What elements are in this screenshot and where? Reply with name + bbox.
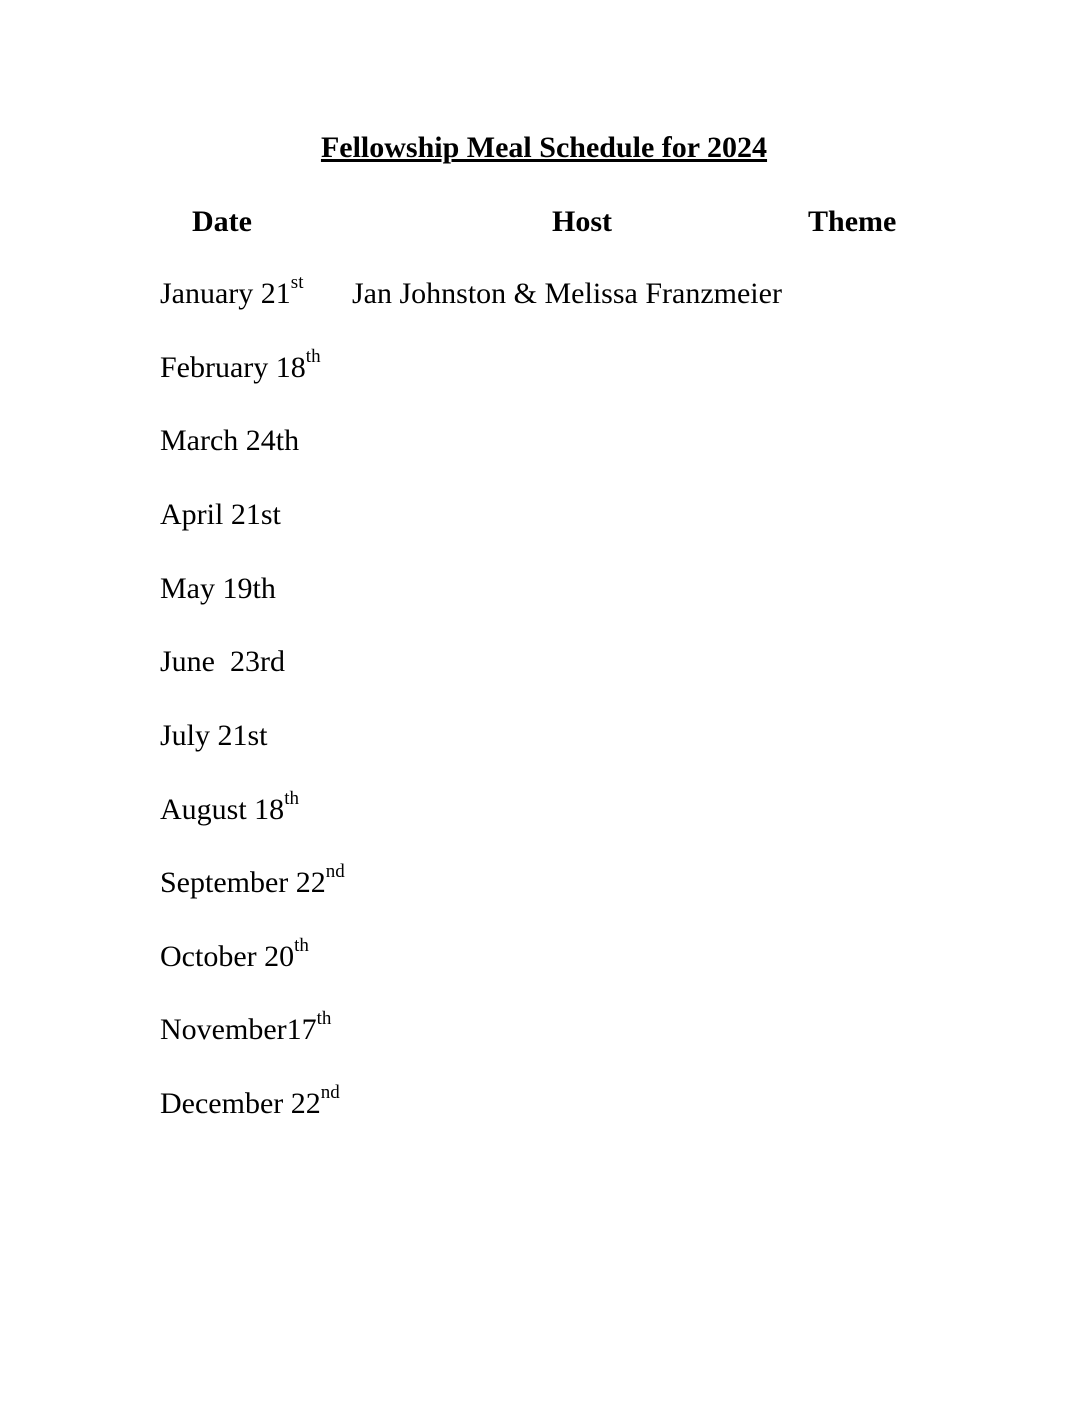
date-text: July 21st bbox=[160, 719, 268, 752]
schedule-row bbox=[160, 716, 268, 756]
date-text: February 18 bbox=[160, 351, 306, 384]
date-text: May 19th bbox=[160, 572, 276, 605]
date-text: June 23rd bbox=[160, 645, 285, 678]
schedule-row bbox=[160, 274, 303, 314]
schedule-row bbox=[160, 937, 309, 977]
page-title: Fellowship Meal Schedule for 2024 bbox=[320, 131, 768, 164]
column-header-theme: Theme bbox=[808, 205, 897, 238]
schedule-row bbox=[160, 790, 299, 830]
column-header-date: Date bbox=[192, 205, 252, 238]
date-text: April 21st bbox=[160, 498, 281, 531]
date-suffix: nd bbox=[320, 1082, 340, 1103]
date-text: October 20 bbox=[160, 940, 295, 973]
date-suffix: nd bbox=[325, 861, 345, 882]
date-text: September 22 bbox=[160, 866, 326, 899]
date-suffix: th bbox=[305, 346, 321, 367]
date-suffix: th bbox=[316, 1008, 332, 1029]
date-text: March 24th bbox=[160, 424, 300, 457]
date-suffix: st bbox=[290, 272, 304, 293]
schedule-row bbox=[160, 642, 285, 682]
date-suffix: th bbox=[284, 788, 299, 809]
schedule-row bbox=[160, 569, 276, 609]
schedule-row bbox=[160, 863, 345, 903]
schedule-row bbox=[160, 495, 281, 535]
column-header-host: Host bbox=[552, 205, 612, 238]
schedule-row bbox=[160, 1010, 331, 1050]
date-text: November17 bbox=[160, 1013, 317, 1046]
date-suffix: th bbox=[294, 935, 309, 956]
schedule-row bbox=[160, 421, 299, 461]
host-text: Jan Johnston & Melissa Franzmeier bbox=[352, 277, 782, 310]
date-text: August 18 bbox=[160, 793, 285, 826]
date-text: December 22 bbox=[160, 1087, 321, 1120]
schedule-row bbox=[160, 1084, 340, 1124]
schedule-row bbox=[160, 348, 321, 388]
date-text: January 21 bbox=[160, 277, 291, 310]
